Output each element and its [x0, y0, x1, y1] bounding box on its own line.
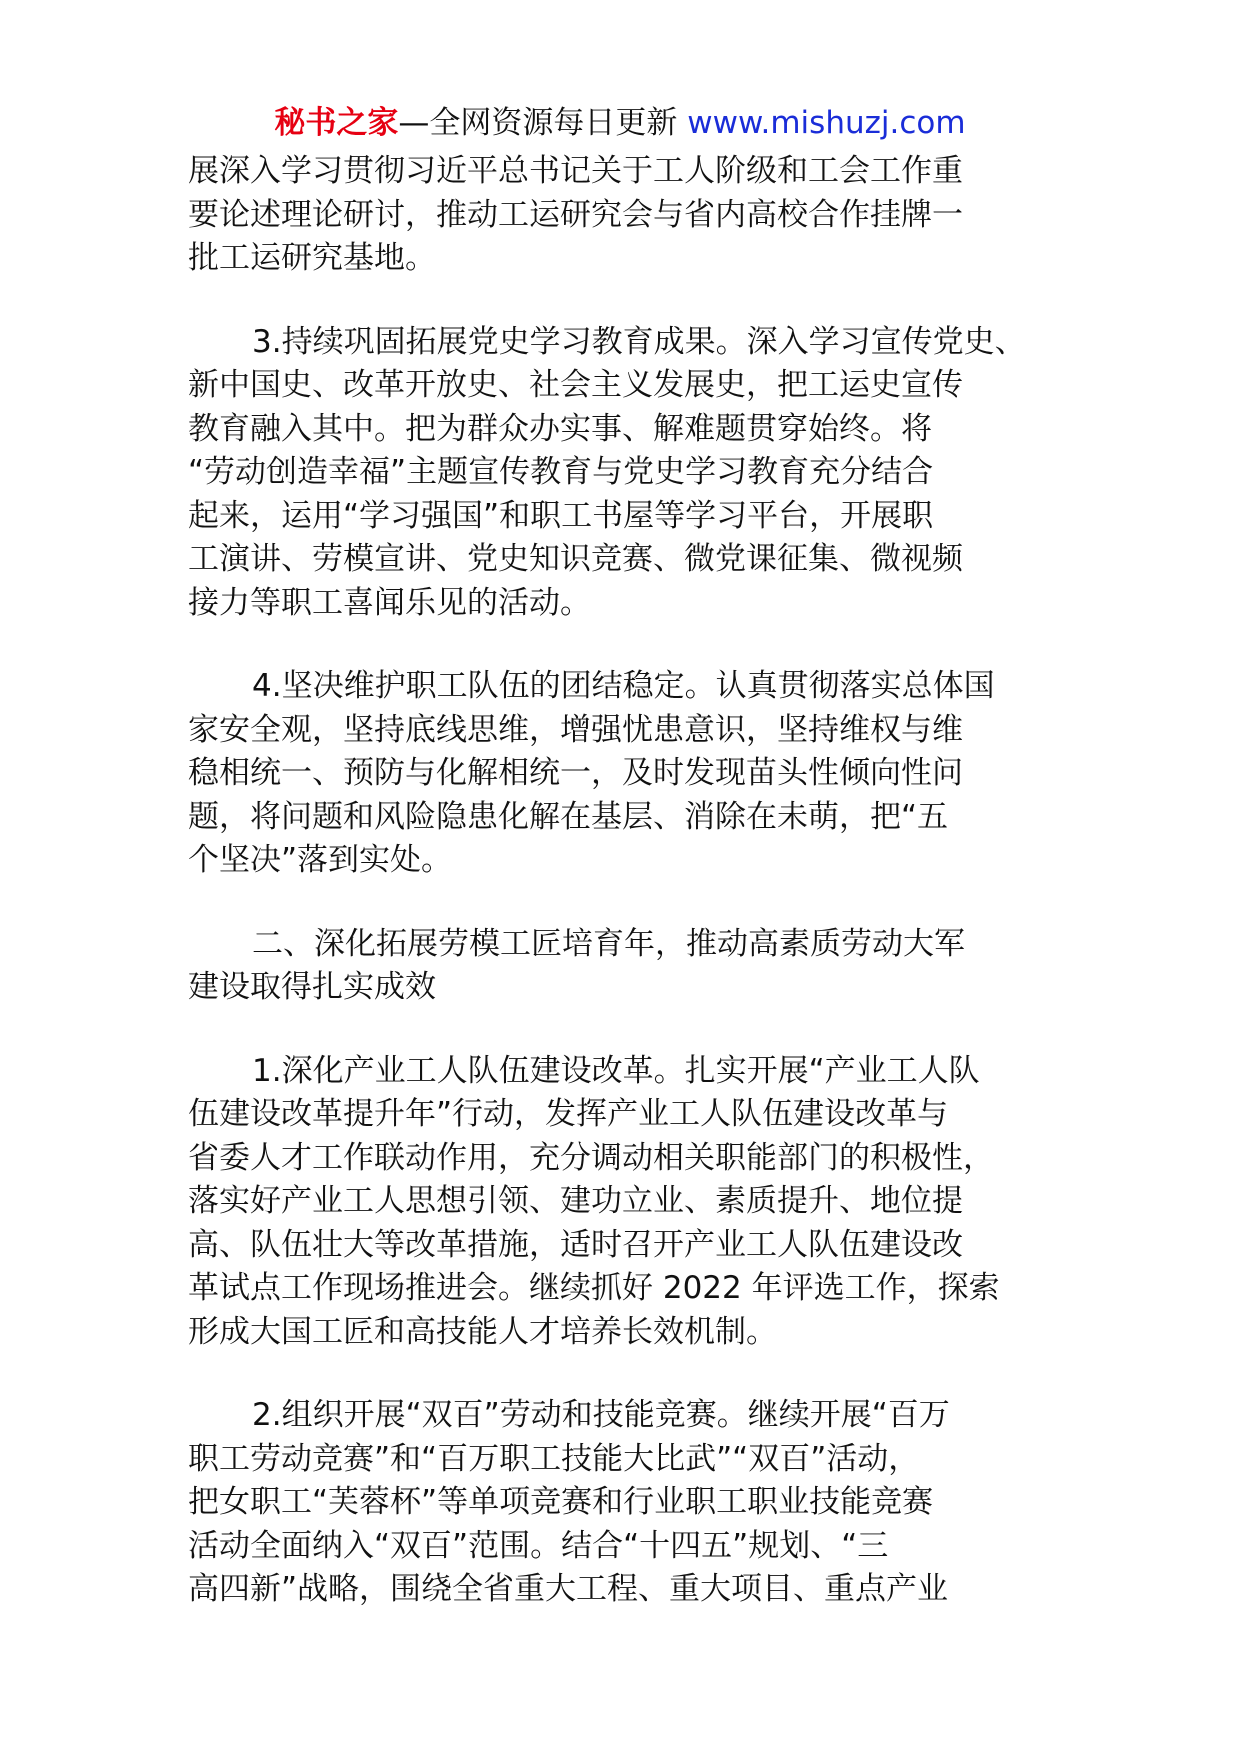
document-body [188, 150, 1068, 1652]
paragraph-item-1 [188, 1050, 1068, 1355]
text-line: 省委人才工作联动作用，充分调动相关职能部门的积极性， [188, 1139, 994, 1176]
text-line: 二、深化拓展劳模工匠培育年，推动高素质劳动大军 [252, 925, 965, 962]
text-line: 把女职工“芙蓉杯”等单项竞赛和行业职工职业技能竞赛 [188, 1484, 934, 1520]
site-header [0, 103, 1240, 143]
text-line: 1.深化产业工人队伍建设改革。扎实开展“产业工人队 [252, 1052, 980, 1089]
text-line: 4.坚决维护职工队伍的团结稳定。认真贯彻落实总体国 [252, 668, 995, 704]
text-line: 3.持续巩固拓展党史学习教育成果。深入学习宣传党史、 [252, 323, 1026, 360]
text-line: 题，将问题和风险隐患化解在基层、消除在未萌，把“五 [188, 798, 949, 835]
text-line: 形成大国工匠和高技能人才培养长效机制。 [188, 1313, 777, 1350]
text-line: 稳相统一、预防与化解相统一，及时发现苗头性倾向性问 [188, 755, 963, 791]
text-line: 高四新”战略，围绕全省重大工程、重大项目、重点产业 [188, 1571, 949, 1607]
header-tagline: —全网资源每日更新 [398, 105, 688, 141]
text-line: 起来，运用“学习强国”和职工书屋等学习平台，开展职 [188, 497, 934, 534]
text-line: 落实好产业工人思想引领、建功立业、素质提升、地位提 [188, 1183, 963, 1219]
text-line: 伍建设改革提升年”行动，发挥产业工人队伍建设改革与 [188, 1096, 949, 1132]
text-line: 新中国史、改革开放史、社会主义发展史，把工运史宣传 [188, 367, 963, 403]
text-line: 要论述理论研讨，推动工运研究会与省内高校合作挂牌一 [188, 196, 963, 233]
paragraph-continuation [188, 150, 1068, 281]
text-line: 教育融入其中。把为群众办实事、解难题贯穿始终。将 [188, 410, 932, 447]
text-line: 活动全面纳入“双百”范围。结合“十四五”规划、“三 [188, 1527, 889, 1564]
text-line: 高、队伍壮大等改革措施，适时召开产业工人队伍建设改 [188, 1226, 963, 1263]
text-line: 家安全观，坚持底线思维，增强忧患意识，坚持维权与维 [188, 711, 963, 748]
paragraph-item-3 [188, 321, 1068, 626]
text-line: 工演讲、劳模宣讲、党史知识竞赛、微党课征集、微视频 [188, 541, 963, 577]
section-heading-2 [188, 923, 1068, 1010]
text-line: 革试点工作现场推进会。继续抓好 2022 年评选工作，探索 [188, 1270, 1000, 1306]
text-line: 批工运研究基地。 [188, 240, 436, 276]
paragraph-item-2 [188, 1394, 1068, 1612]
text-line: 个坚决”落到实处。 [188, 842, 453, 878]
text-line: 职工劳动竞赛”和“百万职工技能大比武”“双百”活动， [188, 1440, 920, 1477]
text-line: 2.组织开展“双百”劳动和技能竞赛。继续开展“百万 [252, 1397, 950, 1433]
brand-name: 秘书之家 [274, 105, 399, 141]
text-line: 接力等职工喜闻乐见的活动。 [188, 584, 591, 621]
site-url-link[interactable]: www.mishuzj.com [687, 105, 966, 141]
text-line: “劳动创造幸福”主题宣传教育与党史学习教育充分结合 [188, 454, 934, 490]
paragraph-item-4 [188, 665, 1068, 883]
text-line: 展深入学习贯彻习近平总书记关于工人阶级和工会工作重 [188, 153, 963, 189]
text-line: 建设取得扎实成效 [188, 969, 436, 1005]
